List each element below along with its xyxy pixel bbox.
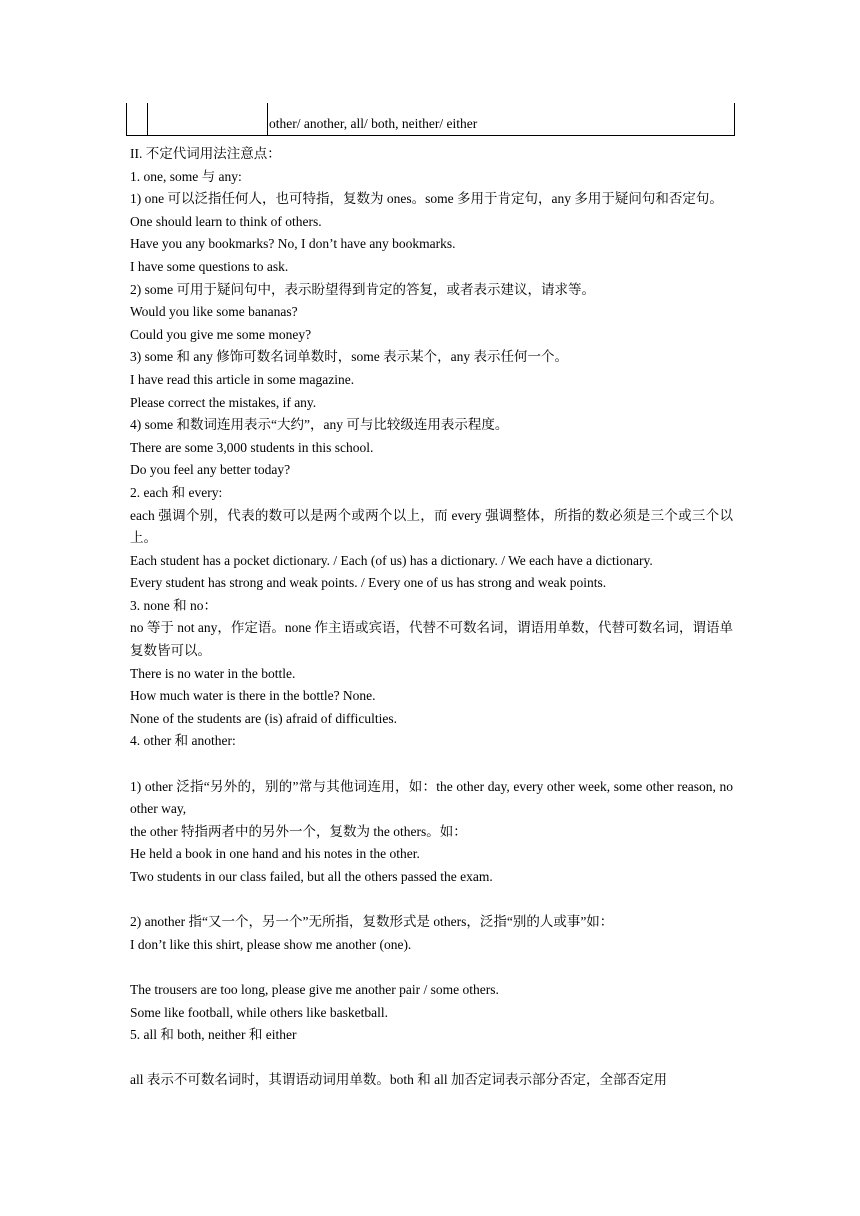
table-cell-text: other/ another, all/ both, neither/ either [269, 116, 478, 131]
example-sentence: Each student has a pocket dictionary. / Each (of us) has a dictionary. / We each have a dictionary. [130, 552, 653, 568]
blank-line [130, 1047, 733, 1070]
example-sentence: How much water is there in the bottle? None. [130, 688, 376, 704]
blank-line [130, 956, 733, 979]
blank-line [130, 889, 733, 912]
rule-paragraph: 2) some 可用于疑问句中，表示盼望得到肯定的答复，或者表示建议，请求等。 [130, 281, 595, 297]
document-body [130, 143, 733, 1092]
rule-paragraph: 1) other 泛指“另外的，别的”常与其他词连用，如：the other day, every other week, some other reason, no other way, [130, 778, 733, 817]
subheading: 3. none 和 no： [130, 597, 217, 613]
example-sentence: I don’t like this shirt, please show me another (one). [130, 936, 412, 952]
example-sentence: Some like football, while others like basketball. [130, 1004, 388, 1020]
rule-paragraph: the other 特指两者中的另外一个，复数为 the others。如： [130, 823, 467, 839]
rule-paragraph: all 表示不可数名词时，其谓语动词用单数。both 和 all 加否定词表示部分否定，全部否定用 [130, 1072, 667, 1088]
rule-paragraph: each 强调个别，代表的数可以是两个或两个以上，而 every 强调整体，所指的数必须是三个或三个以上。 [130, 507, 733, 546]
example-sentence: I have some questions to ask. [130, 258, 289, 274]
subheading: 2. each 和 every: [130, 484, 223, 500]
example-sentence: None of the students are (is) afraid of difficulties. [130, 710, 398, 726]
table-left-border [126, 103, 127, 136]
example-sentence: Have you any bookmarks? No, I don’t have any bookmarks. [130, 236, 456, 252]
example-sentence: Every student has strong and weak points. / Every one of us has strong and weak points. [130, 575, 607, 591]
example-sentence: Please correct the mistakes, if any. [130, 394, 317, 410]
example-sentence: Would you like some bananas? [130, 304, 298, 320]
example-sentence: One should learn to think of others. [130, 213, 322, 229]
blank-line [130, 753, 733, 776]
subheading: 1. one, some 与 any: [130, 168, 242, 184]
table-fragment [126, 103, 735, 136]
example-sentence: There is no water in the bottle. [130, 665, 296, 681]
subheading: 4. other 和 another: [130, 733, 236, 749]
example-sentence: There are some 3,000 students in this school. [130, 439, 374, 455]
subheading: 5. all 和 both, neither 和 either [130, 1027, 297, 1043]
example-sentence: I have read this article in some magazine. [130, 371, 355, 387]
section-heading: II. 不定代词用法注意点： [130, 146, 281, 161]
example-sentence: Could you give me some money? [130, 326, 312, 342]
rule-paragraph: 1) one 可以泛指任何人，也可特指，复数为 ones。some 多用于肯定句，any 多用于疑问句和否定句。 [130, 191, 723, 207]
example-sentence: The trousers are too long, please give me another pair / some others. [130, 981, 499, 997]
rule-paragraph: 3) some 和 any 修饰可数名词单数时，some 表示某个，any 表示任何一个。 [130, 349, 568, 365]
rule-paragraph: 4) some 和数词连用表示“大约”，any 可与比较级连用表示程度。 [130, 417, 509, 433]
rule-paragraph: 2) another 指“又一个，另一个”无所指，复数形式是 others，泛指“别的人或事”如： [130, 914, 614, 930]
table-right-border [734, 103, 735, 136]
table-bottom-border [126, 135, 735, 136]
rule-paragraph: no 等于 not any，作定语。none 作主语或宾语，代替不可数名词，谓语用单数，代替可数名词，谓语单复数皆可以。 [130, 620, 733, 659]
table-column-divider [267, 103, 268, 136]
table-column-divider [147, 103, 148, 136]
example-sentence: Do you feel any better today? [130, 462, 291, 478]
example-sentence: Two students in our class failed, but all the others passed the exam. [130, 869, 493, 884]
example-sentence: He held a book in one hand and his notes in the other. [130, 846, 420, 862]
